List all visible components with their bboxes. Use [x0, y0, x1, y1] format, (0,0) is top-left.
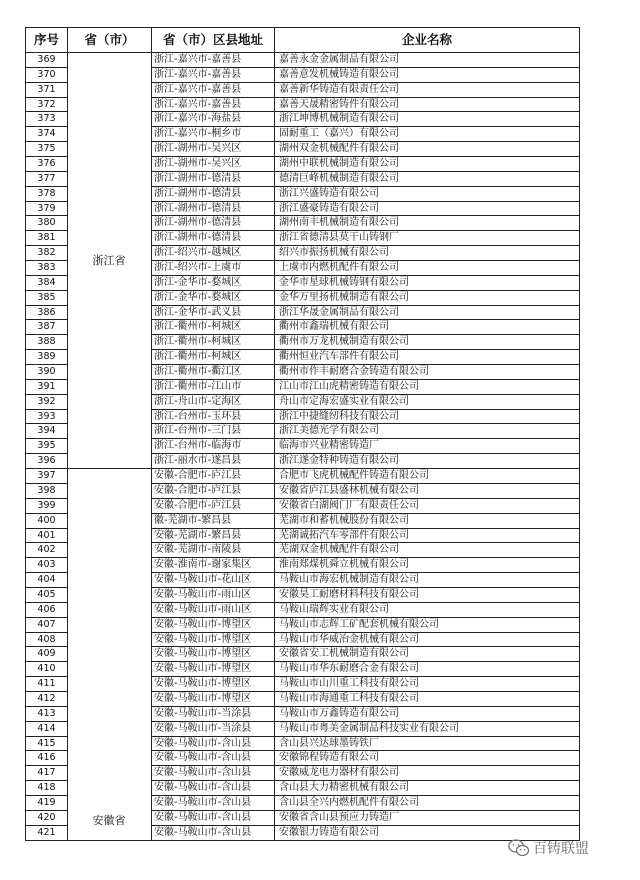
row-province-cell	[67, 499, 151, 514]
row-province-cell	[67, 380, 151, 395]
row-address: 安徽-马鞍山市-博望区	[151, 618, 274, 633]
row-company: 衢州市万龙机械制造有限公司	[274, 335, 580, 350]
table-row	[25, 469, 580, 484]
row-address: 安徽-马鞍山市-雨山区	[151, 603, 274, 618]
row-address: 安徽-马鞍山市-含山县	[151, 751, 274, 766]
row-address: 浙江-衢州市-柯城区	[151, 350, 274, 365]
row-seq: 387	[25, 320, 67, 335]
row-province-cell	[67, 365, 151, 380]
row-address: 徽-芜湖市-繁昌县	[151, 514, 274, 529]
row-address: 安徽-马鞍山市-含山县	[151, 781, 274, 796]
row-seq: 400	[25, 514, 67, 529]
row-seq: 414	[25, 722, 67, 737]
row-address: 浙江-湖州市-德清县	[151, 187, 274, 202]
row-company: 浙江中捷缝纫科技有限公司	[274, 410, 580, 425]
row-province-cell	[67, 187, 151, 202]
row-province-cell	[67, 454, 151, 469]
row-address: 安徽-马鞍山市-含山县	[151, 737, 274, 752]
row-address: 浙江-湖州市-德清县	[151, 231, 274, 246]
table-body	[25, 53, 580, 841]
row-address: 安徽-合肥市-庐江县	[151, 484, 274, 499]
row-seq: 416	[25, 751, 67, 766]
table-row	[25, 83, 580, 98]
row-address: 浙江-嘉兴市-嘉善县	[151, 98, 274, 113]
row-company: 含山县大力精密机械有限公司	[274, 781, 580, 796]
row-address: 浙江-丽水市-遂昌县	[151, 454, 274, 469]
row-seq: 385	[25, 291, 67, 306]
table-row	[25, 320, 580, 335]
row-province-cell	[67, 647, 151, 662]
row-company: 嘉善意发机械铸造有限公司	[274, 68, 580, 83]
row-company: 安徽银力铸造有限公司	[274, 826, 580, 841]
table-row	[25, 558, 580, 573]
row-province-cell	[67, 677, 151, 692]
row-seq: 408	[25, 633, 67, 648]
table-row	[25, 514, 580, 529]
row-company: 浙江遂金特种铸造有限公司	[274, 454, 580, 469]
row-seq: 384	[25, 276, 67, 291]
row-province-cell	[67, 424, 151, 439]
table-row	[25, 529, 580, 544]
row-company: 浙江美德光学有限公司	[274, 424, 580, 439]
row-address: 安徽-马鞍山市-当涂县	[151, 722, 274, 737]
row-seq: 406	[25, 603, 67, 618]
table-row	[25, 722, 580, 737]
row-address: 浙江-金华市-武义县	[151, 306, 274, 321]
row-seq: 413	[25, 707, 67, 722]
row-address: 浙江-衢州市-柯城区	[151, 335, 274, 350]
row-seq: 374	[25, 127, 67, 142]
row-company: 合肥市飞虎机械配件铸造有限公司	[274, 469, 580, 484]
row-address: 浙江-湖州市-德清县	[151, 202, 274, 217]
table-row	[25, 98, 580, 113]
row-address: 浙江-衢州市-柯城区	[151, 320, 274, 335]
row-seq: 379	[25, 202, 67, 217]
row-seq: 389	[25, 350, 67, 365]
row-company: 嘉善永金金属制品有限公司	[274, 53, 580, 68]
table-row	[25, 647, 580, 662]
row-company: 安徽省白湖阀门厂有限责任公司	[274, 499, 580, 514]
row-seq: 411	[25, 677, 67, 692]
table-row	[25, 112, 580, 127]
province-label: 安徽省	[92, 814, 126, 828]
row-address: 安徽-马鞍山市-含山县	[151, 796, 274, 811]
row-province-cell	[67, 291, 151, 306]
row-address: 浙江-绍兴市-上虞市	[151, 261, 274, 276]
row-province-cell	[67, 514, 151, 529]
row-company: 金华市星球机械铸钢有限公司	[274, 276, 580, 291]
row-province-cell	[67, 766, 151, 781]
table-row	[25, 766, 580, 781]
row-address: 浙江-台州市-三门县	[151, 424, 274, 439]
row-company: 德清巨峰机械制造有限公司	[274, 172, 580, 187]
row-company: 衢州市作丰耐磨合金铸造有限公司	[274, 365, 580, 380]
table-row	[25, 677, 580, 692]
row-seq: 369	[25, 53, 67, 68]
row-address: 浙江-湖州市-吴兴区	[151, 142, 274, 157]
table-row	[25, 142, 580, 157]
row-company: 江山市江山虎精密铸造有限公司	[274, 380, 580, 395]
row-seq: 381	[25, 231, 67, 246]
table-row	[25, 662, 580, 677]
row-province-cell	[67, 633, 151, 648]
row-seq: 396	[25, 454, 67, 469]
row-address: 安徽-合肥市-庐江县	[151, 469, 274, 484]
row-address: 浙江-嘉兴市-桐乡市	[151, 127, 274, 142]
row-seq: 397	[25, 469, 67, 484]
table-row	[25, 588, 580, 603]
row-seq: 419	[25, 796, 67, 811]
row-company: 浙江盛豪铸造有限公司	[274, 202, 580, 217]
row-company: 安徽锦程铸造有限公司	[274, 751, 580, 766]
row-company: 上虞市内燃机配件有限公司	[274, 261, 580, 276]
row-company: 马鞍山市海宏机械制造有限公司	[274, 573, 580, 588]
row-province-cell	[67, 83, 151, 98]
table-row	[25, 707, 580, 722]
table-row	[25, 291, 580, 306]
row-address: 安徽-马鞍山市-博望区	[151, 647, 274, 662]
row-address: 安徽-芜湖市-繁昌县	[151, 529, 274, 544]
header-company: 企业名称	[274, 28, 580, 52]
row-seq: 390	[25, 365, 67, 380]
row-seq: 383	[25, 261, 67, 276]
table-row	[25, 127, 580, 142]
row-province-cell	[67, 350, 151, 365]
row-province-cell	[67, 692, 151, 707]
row-address: 浙江-嘉兴市-嘉善县	[151, 68, 274, 83]
table-row	[25, 172, 580, 187]
row-seq: 382	[25, 246, 67, 261]
row-province-cell	[67, 618, 151, 633]
row-seq: 371	[25, 83, 67, 98]
row-company: 衢州恒业汽车部件有限公司	[274, 350, 580, 365]
row-province-cell	[67, 707, 151, 722]
table-row	[25, 454, 580, 469]
row-company: 安徽省安工机械制造有限公司	[274, 647, 580, 662]
row-company: 马鞍山瑞辉实业有限公司	[274, 603, 580, 618]
row-company: 浙江兴盛铸造有限公司	[274, 187, 580, 202]
row-company: 马鞍山市山川重工科技有限公司	[274, 677, 580, 692]
row-address: 浙江-湖州市-德清县	[151, 216, 274, 231]
row-seq: 372	[25, 98, 67, 113]
row-company: 湖州双金机械配件有限公司	[274, 142, 580, 157]
row-province-cell	[67, 172, 151, 187]
row-address: 浙江-湖州市-吴兴区	[151, 157, 274, 172]
row-company: 含山县兴达球墨铸铁厂	[274, 737, 580, 752]
row-address: 浙江-嘉兴市-嘉善县	[151, 53, 274, 68]
row-seq: 420	[25, 811, 67, 826]
table-row	[25, 751, 580, 766]
row-seq: 399	[25, 499, 67, 514]
row-seq: 378	[25, 187, 67, 202]
table-row	[25, 53, 580, 68]
table-row	[25, 68, 580, 83]
company-table	[25, 27, 580, 841]
row-province-cell	[67, 231, 151, 246]
header-seq: 序号	[25, 28, 67, 52]
row-seq: 393	[25, 410, 67, 425]
table-row	[25, 603, 580, 618]
table-row	[25, 543, 580, 558]
row-company: 安徽省含山县预应力铸造厂	[274, 811, 580, 826]
table-row	[25, 439, 580, 454]
row-company: 芜湖双金机械配件有限公司	[274, 543, 580, 558]
table-row	[25, 692, 580, 707]
row-company: 浙江华晟金属制品有限公司	[274, 306, 580, 321]
row-seq: 380	[25, 216, 67, 231]
row-company: 安徽省庐江县盛林机械有限公司	[274, 484, 580, 499]
header-province: 省（市）	[67, 28, 151, 52]
row-address: 安徽-马鞍山市-含山县	[151, 826, 274, 841]
row-province-cell	[67, 202, 151, 217]
row-seq: 415	[25, 737, 67, 752]
row-seq: 392	[25, 395, 67, 410]
row-seq: 394	[25, 424, 67, 439]
row-company: 绍兴市振扬机械有限公司	[274, 246, 580, 261]
row-address: 安徽-芜湖市-南陵县	[151, 543, 274, 558]
row-seq: 403	[25, 558, 67, 573]
table-row	[25, 380, 580, 395]
row-province-cell	[67, 98, 151, 113]
row-company: 金华万里扬机械制造有限公司	[274, 291, 580, 306]
row-province-cell	[67, 216, 151, 231]
table-row	[25, 306, 580, 321]
row-address: 浙江-嘉兴市-海盐县	[151, 112, 274, 127]
row-seq: 398	[25, 484, 67, 499]
row-company: 湖州南丰机械制造有限公司	[274, 216, 580, 231]
row-company: 芜湖诚拓汽车零部件有限公司	[274, 529, 580, 544]
row-seq: 407	[25, 618, 67, 633]
row-seq: 405	[25, 588, 67, 603]
table-row	[25, 796, 580, 811]
row-address: 浙江-金华市-婺城区	[151, 291, 274, 306]
row-address: 安徽-马鞍山市-博望区	[151, 692, 274, 707]
row-province-cell	[67, 112, 151, 127]
row-company: 固耐重工（嘉兴）有限公司	[274, 127, 580, 142]
row-seq: 412	[25, 692, 67, 707]
watermark-text: 百铸联盟	[533, 841, 589, 857]
row-seq: 409	[25, 647, 67, 662]
row-province-cell	[67, 320, 151, 335]
table-row	[25, 410, 580, 425]
row-company: 马鞍山市志辉工矿配套机械有限公司	[274, 618, 580, 633]
table-row	[25, 187, 580, 202]
row-company: 嘉善天晟精密铸件有限公司	[274, 98, 580, 113]
row-province-cell	[67, 588, 151, 603]
row-seq: 410	[25, 662, 67, 677]
row-address: 安徽-马鞍山市-含山县	[151, 811, 274, 826]
row-address: 安徽-淮南市-谢家集区	[151, 558, 274, 573]
row-seq: 375	[25, 142, 67, 157]
row-seq: 421	[25, 826, 67, 841]
row-address: 安徽-马鞍山市-博望区	[151, 677, 274, 692]
row-province-cell	[67, 737, 151, 752]
row-address: 安徽-马鞍山市-博望区	[151, 662, 274, 677]
row-address: 安徽-马鞍山市-含山县	[151, 766, 274, 781]
row-address: 浙江-嘉兴市-嘉善县	[151, 83, 274, 98]
row-province-cell	[67, 722, 151, 737]
table-row	[25, 424, 580, 439]
row-company: 马鞍山市华威冶金机械有限公司	[274, 633, 580, 648]
table-row	[25, 216, 580, 231]
row-address: 浙江-台州市-临海市	[151, 439, 274, 454]
row-company: 含山县全兴内燃机配件有限公司	[274, 796, 580, 811]
province-label: 浙江省	[92, 254, 126, 268]
row-seq: 395	[25, 439, 67, 454]
row-seq: 370	[25, 68, 67, 83]
row-province-cell	[67, 751, 151, 766]
row-address: 浙江-湖州市-德清县	[151, 172, 274, 187]
row-seq: 386	[25, 306, 67, 321]
row-seq: 402	[25, 543, 67, 558]
row-province-cell	[67, 410, 151, 425]
row-address: 浙江-金华市-婺城区	[151, 276, 274, 291]
row-seq: 401	[25, 529, 67, 544]
row-address: 浙江-台州市-玉环县	[151, 410, 274, 425]
row-province-cell	[67, 529, 151, 544]
row-province-cell	[67, 469, 151, 484]
row-company: 浙江省德清县莫干山铸钢厂	[274, 231, 580, 246]
row-province-cell	[67, 543, 151, 558]
row-address: 浙江-舟山市-定海区	[151, 395, 274, 410]
row-seq: 388	[25, 335, 67, 350]
row-address: 浙江-绍兴市-越城区	[151, 246, 274, 261]
row-seq: 404	[25, 573, 67, 588]
row-province-cell	[67, 276, 151, 291]
header-address: 省（市）区县地址	[151, 28, 274, 52]
row-province-cell	[67, 439, 151, 454]
table-row	[25, 276, 580, 291]
wechat-icon	[508, 839, 530, 857]
table-row	[25, 499, 580, 514]
row-province-cell	[67, 68, 151, 83]
row-company: 马鞍山市华东耐磨合金有限公司	[274, 662, 580, 677]
row-address: 安徽-马鞍山市-博望区	[151, 633, 274, 648]
row-province-cell	[67, 53, 151, 68]
row-company: 安徽威龙电力器材有限公司	[274, 766, 580, 781]
row-seq: 417	[25, 766, 67, 781]
row-seq: 391	[25, 380, 67, 395]
table-row	[25, 365, 580, 380]
row-company: 安徽昊工耐磨材料科技有限公司	[274, 588, 580, 603]
row-province-cell	[67, 484, 151, 499]
row-province-cell	[67, 603, 151, 618]
table-row	[25, 573, 580, 588]
row-province-cell	[67, 157, 151, 172]
row-province-cell	[67, 395, 151, 410]
table-row	[25, 633, 580, 648]
table-row	[25, 350, 580, 365]
row-address: 安徽-马鞍山市-雨山区	[151, 588, 274, 603]
row-province-cell	[67, 558, 151, 573]
row-address: 安徽-马鞍山市-花山区	[151, 573, 274, 588]
row-company: 衢州市鑫瑞机械有限公司	[274, 320, 580, 335]
row-seq: 376	[25, 157, 67, 172]
row-seq: 373	[25, 112, 67, 127]
table-row	[25, 157, 580, 172]
table-row	[25, 618, 580, 633]
row-province-cell	[67, 335, 151, 350]
table-row	[25, 781, 580, 796]
row-company: 马鞍山市万鑫铸造有限公司	[274, 707, 580, 722]
row-company: 马鞍山市粤美金属制品科技实业有限公司	[274, 722, 580, 737]
row-company: 嘉善新华铸造有限责任公司	[274, 83, 580, 98]
table-row	[25, 231, 580, 246]
row-company: 舟山市定海宏盛实业有限公司	[274, 395, 580, 410]
row-province-cell	[67, 142, 151, 157]
row-province-cell	[67, 796, 151, 811]
table-row	[25, 484, 580, 499]
row-address: 安徽-马鞍山市-当涂县	[151, 707, 274, 722]
row-province-cell	[67, 573, 151, 588]
row-seq: 377	[25, 172, 67, 187]
table-row	[25, 395, 580, 410]
table-row	[25, 335, 580, 350]
table-header	[25, 27, 580, 53]
row-province-cell	[67, 781, 151, 796]
row-company: 淮南郑煤机舜立机械有限公司	[274, 558, 580, 573]
row-company: 临海市兴业精密铸造厂	[274, 439, 580, 454]
row-company: 湖州中联机械制造有限公司	[274, 157, 580, 172]
row-company: 芜湖市和蓄机械股份有限公司	[274, 514, 580, 529]
table-row	[25, 202, 580, 217]
row-address: 浙江-衢州市-江山市	[151, 380, 274, 395]
row-company: 马鞍山市海通重工科技有限公司	[274, 692, 580, 707]
row-company: 浙江坤博机械制造有限公司	[274, 112, 580, 127]
row-address: 浙江-衢州市-衢江区	[151, 365, 274, 380]
row-seq: 418	[25, 781, 67, 796]
watermark	[508, 838, 589, 858]
row-province-cell	[67, 306, 151, 321]
row-province-cell	[67, 127, 151, 142]
table-row	[25, 737, 580, 752]
row-province-cell	[67, 662, 151, 677]
row-address: 安徽-合肥市-庐江县	[151, 499, 274, 514]
